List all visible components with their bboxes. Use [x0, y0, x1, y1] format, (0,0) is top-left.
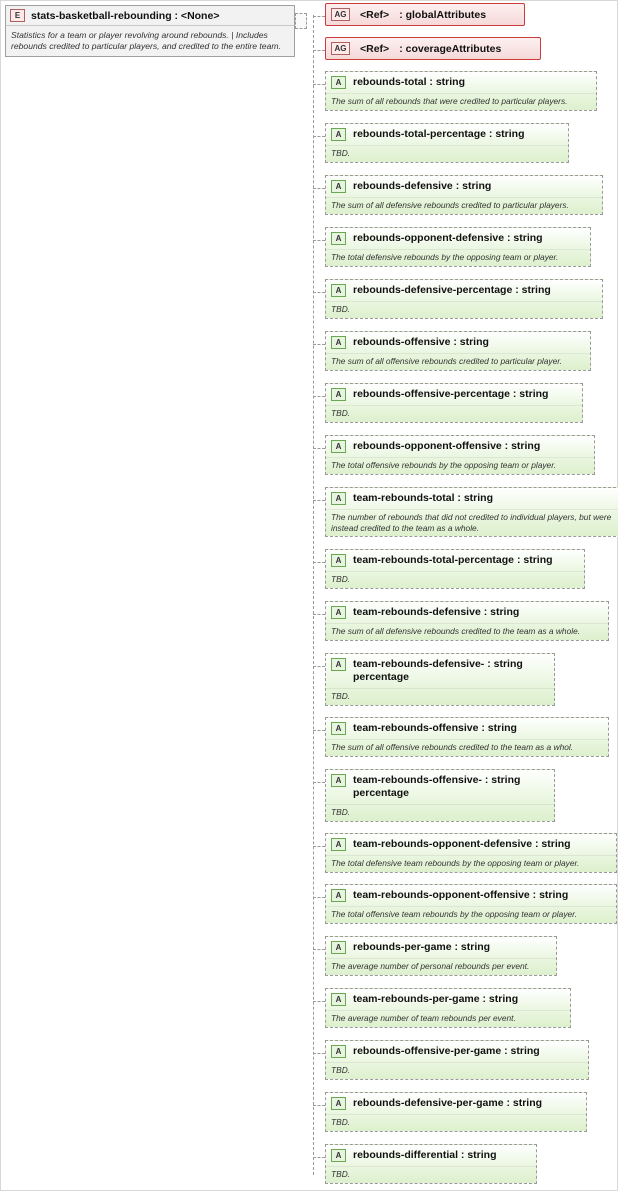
node-body [325, 383, 583, 423]
reference-marker: <Ref> [360, 8, 390, 21]
attribute-name-label: team-rebounds-per-game : string [353, 993, 519, 1005]
node-body [325, 988, 571, 1028]
tree-branch-connector [313, 500, 325, 501]
node-header [326, 602, 608, 623]
page-title: stats-basketball-rebounding : <None> [31, 9, 220, 22]
attribute-name-label: rebounds-opponent-offensive : string [353, 440, 541, 452]
attribute-badge-icon: A [331, 554, 346, 567]
element-badge-icon: E [10, 9, 25, 22]
attribute-badge-icon: A [331, 606, 346, 619]
tree-branch-connector [313, 730, 325, 731]
attribute-node[interactable] [325, 601, 609, 641]
attribute-node[interactable] [325, 1092, 587, 1132]
reference-node[interactable] [325, 3, 525, 26]
attribute-badge-icon: A [331, 722, 346, 735]
node-header [326, 834, 616, 855]
node-body [325, 71, 597, 111]
attribute-documentation: The number of rebounds that did not credited to individual players, but were instead credited to the team as a whole. [326, 509, 618, 536]
node-body [325, 653, 555, 706]
node-header [326, 124, 568, 145]
attribute-name-label: rebounds-offensive-per-game : string [353, 1045, 540, 1057]
reference-node[interactable] [325, 37, 541, 60]
attribute-documentation: TBD. [326, 405, 582, 422]
node-body [325, 435, 595, 475]
attribute-group-badge-icon: AG [331, 8, 350, 21]
attribute-badge-icon: A [331, 440, 346, 453]
attribute-badge-icon: A [331, 1097, 346, 1110]
attribute-name-label: team-rebounds-defensive : string [353, 606, 520, 618]
tree-branch-connector [313, 240, 325, 241]
attribute-documentation: The sum of all rebounds that were credited to particular players. [326, 93, 596, 110]
node-header [326, 1093, 586, 1114]
attribute-node[interactable] [325, 717, 609, 757]
attribute-documentation: The sum of all defensive rebounds credited to particular players. [326, 197, 602, 214]
attribute-node[interactable] [325, 769, 555, 822]
node-body [325, 1092, 587, 1132]
node-body [325, 717, 609, 757]
attribute-documentation: The sum of all offensive rebounds credited to the team as a whol. [326, 739, 608, 756]
reference-target-label: : coverageAttributes [399, 42, 502, 55]
attribute-documentation: TBD. [326, 1166, 536, 1183]
node-header [326, 72, 596, 93]
attribute-name-label: team-rebounds-offensive- : string percentage [353, 774, 521, 800]
root-element-documentation: Statistics for a team or player revolving around rebounds. | Includes rebounds credited to particular players, and credited to the entire team. [6, 26, 294, 56]
attribute-node[interactable] [325, 123, 569, 163]
node-body [325, 3, 525, 26]
attribute-badge-icon: A [331, 838, 346, 851]
tree-branch-connector [313, 562, 325, 563]
attribute-name-label: rebounds-offensive : string [353, 336, 489, 348]
node-body [325, 549, 585, 589]
tree-branch-connector [313, 344, 325, 345]
node-body [325, 175, 603, 215]
expand-collapse-stub[interactable] [295, 13, 307, 29]
root-element-header [6, 6, 294, 26]
attribute-name-label: rebounds-total : string [353, 76, 465, 88]
attribute-badge-icon: A [331, 232, 346, 245]
node-header [326, 38, 540, 59]
attribute-documentation: The average number of team rebounds per event. [326, 1010, 570, 1027]
attribute-documentation: TBD. [326, 301, 602, 318]
reference-marker: <Ref> [360, 42, 390, 55]
attribute-name-label: rebounds-defensive : string [353, 180, 492, 192]
attribute-name-label: rebounds-total-percentage : string [353, 128, 525, 140]
node-header [326, 436, 594, 457]
attribute-node[interactable] [325, 988, 571, 1028]
attribute-node[interactable] [325, 653, 555, 706]
attribute-name-label: team-rebounds-defensive- : string percentage [353, 658, 523, 684]
tree-branch-connector [313, 292, 325, 293]
attribute-badge-icon: A [331, 889, 346, 902]
attribute-badge-icon: A [331, 336, 346, 349]
node-body [325, 37, 541, 60]
node-body [325, 123, 569, 163]
node-header [326, 488, 618, 509]
attribute-badge-icon: A [331, 774, 346, 787]
attribute-name-label: team-rebounds-total : string [353, 492, 494, 504]
attribute-node[interactable] [325, 331, 591, 371]
tree-branch-connector [313, 782, 325, 783]
node-body [325, 1144, 537, 1184]
attribute-badge-icon: A [331, 658, 346, 671]
attribute-badge-icon: A [331, 492, 346, 505]
node-header [326, 332, 590, 353]
tree-branch-connector [313, 1157, 325, 1158]
node-body [325, 487, 618, 537]
attribute-node[interactable] [325, 936, 557, 976]
attribute-node[interactable] [325, 1040, 589, 1080]
attribute-documentation: TBD. [326, 688, 554, 705]
attribute-name-label: rebounds-per-game : string [353, 941, 491, 953]
root-element-box[interactable] [5, 5, 295, 57]
attribute-badge-icon: A [331, 388, 346, 401]
attribute-badge-icon: A [331, 941, 346, 954]
attribute-documentation: TBD. [326, 804, 554, 821]
node-body [325, 1040, 589, 1080]
attribute-name-label: rebounds-opponent-defensive : string [353, 232, 543, 244]
attribute-documentation: The sum of all defensive rebounds credited to the team as a whole. [326, 623, 608, 640]
attribute-node[interactable] [325, 549, 585, 589]
tree-branch-connector [313, 84, 325, 85]
node-body [325, 884, 617, 924]
attribute-documentation: The total defensive team rebounds by the opposing team or player. [326, 855, 616, 872]
attribute-documentation: TBD. [326, 571, 584, 588]
tree-branch-connector [313, 897, 325, 898]
attribute-badge-icon: A [331, 993, 346, 1006]
attribute-node[interactable] [325, 71, 597, 111]
tree-branch-connector [313, 136, 325, 137]
node-header [326, 770, 554, 804]
node-header [326, 718, 608, 739]
node-body [325, 769, 555, 822]
node-header [326, 937, 556, 958]
attribute-documentation: The total defensive rebounds by the opposing team or player. [326, 249, 590, 266]
node-header [326, 280, 602, 301]
attribute-node[interactable] [325, 175, 603, 215]
node-header [326, 4, 524, 25]
node-header [326, 654, 554, 688]
attribute-documentation: The sum of all offensive rebounds credited to particular player. [326, 353, 590, 370]
tree-branch-connector [313, 1105, 325, 1106]
node-header [326, 550, 584, 571]
attribute-group-badge-icon: AG [331, 42, 350, 55]
tree-branch-connector [313, 614, 325, 615]
node-header [326, 228, 590, 249]
tree-branch-connector [313, 1001, 325, 1002]
node-body [325, 227, 591, 267]
attribute-documentation: The total offensive rebounds by the opposing team or player. [326, 457, 594, 474]
tree-branch-connector [313, 448, 325, 449]
attribute-name-label: rebounds-defensive-per-game : string [353, 1097, 543, 1109]
attribute-name-label: team-rebounds-opponent-offensive : string [353, 889, 569, 901]
tree-branch-connector [313, 396, 325, 397]
attribute-node[interactable] [325, 435, 595, 475]
attribute-name-label: team-rebounds-opponent-defensive : string [353, 838, 571, 850]
node-header [326, 989, 570, 1010]
attribute-node[interactable] [325, 1144, 537, 1184]
attribute-node[interactable] [325, 227, 591, 267]
attribute-badge-icon: A [331, 284, 346, 297]
node-header [326, 1145, 536, 1166]
attribute-badge-icon: A [331, 180, 346, 193]
node-header [326, 176, 602, 197]
attribute-documentation: TBD. [326, 145, 568, 162]
attribute-node[interactable] [325, 279, 603, 319]
attribute-badge-icon: A [331, 1149, 346, 1162]
node-body [325, 331, 591, 371]
attribute-name-label: rebounds-differential : string [353, 1149, 497, 1161]
attribute-documentation: TBD. [326, 1114, 586, 1131]
reference-target-label: : globalAttributes [399, 8, 487, 21]
tree-branch-connector [313, 666, 325, 667]
tree-branch-connector [313, 846, 325, 847]
tree-branch-connector [313, 1053, 325, 1054]
node-body [325, 936, 557, 976]
attribute-name-label: team-rebounds-total-percentage : string [353, 554, 553, 566]
node-header [326, 384, 582, 405]
attribute-node[interactable] [325, 383, 583, 423]
tree-branch-connector [313, 188, 325, 189]
node-header [326, 1041, 588, 1062]
attribute-name-label: rebounds-defensive-percentage : string [353, 284, 551, 296]
attribute-documentation: The total offensive team rebounds by the opposing team or player. [326, 906, 616, 923]
attribute-node[interactable] [325, 884, 617, 924]
node-header [326, 885, 616, 906]
attribute-badge-icon: A [331, 1045, 346, 1058]
attribute-node[interactable] [325, 487, 618, 537]
attribute-name-label: team-rebounds-offensive : string [353, 722, 517, 734]
tree-branch-connector [313, 949, 325, 950]
tree-branch-connector [313, 50, 325, 51]
node-body [325, 279, 603, 319]
attribute-name-label: rebounds-offensive-percentage : string [353, 388, 549, 400]
node-body [325, 833, 617, 873]
attribute-documentation: TBD. [326, 1062, 588, 1079]
attribute-documentation: The average number of personal rebounds per event. [326, 958, 556, 975]
tree-branch-connector [313, 16, 325, 17]
attribute-node[interactable] [325, 833, 617, 873]
attribute-badge-icon: A [331, 128, 346, 141]
attribute-badge-icon: A [331, 76, 346, 89]
node-body [325, 601, 609, 641]
